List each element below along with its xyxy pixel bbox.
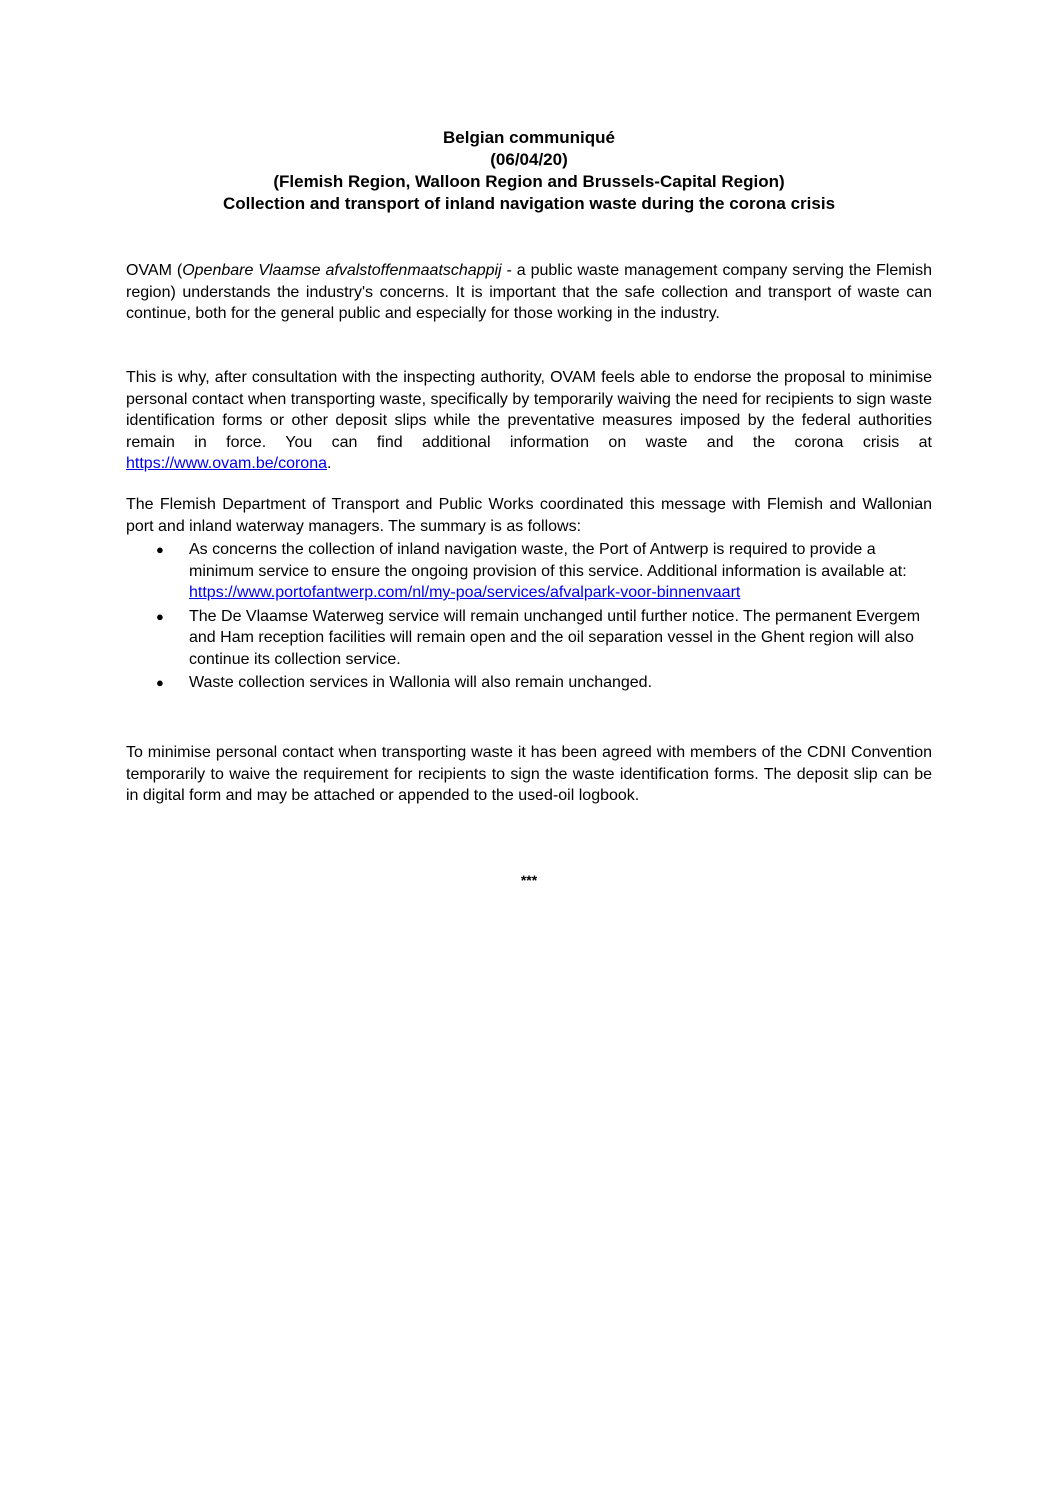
title-line-1: Belgian communiqué [443,128,615,147]
paragraph-endorse-text: This is why, after consultation with the inspecting authority, OVAM feels able to endorse the proposal to minimise personal contact when transporting waste, specifically by temporarily waiving the need for recipients to sign waste identification forms or other deposit slips while the preventative measures imposed by the federal authorities remain in force. You can find additional information on waste and the corona crisis at [126,369,932,451]
section-separator: *** [520,872,538,888]
paragraph-ovam-prefix: OVAM ( [126,262,183,279]
paragraph-endorse-end: . [326,455,332,472]
document-title [0,127,1058,215]
bullet-icon: ● [156,608,164,624]
bullet-text: As concerns the collection of inland navigation waste, the Port of Antwerp is required to provide a minimum service to ensure the ongoing provision of this service. Additional information is available at: [189,541,907,580]
bullet-text: The De Vlaamse Waterweg service will remain unchanged until further notice. The permanent Evergem and Ham reception facilities will remain open and the oil separation vessel in the Ghent region will also continue its collection service. [189,607,921,668]
summary-bullet-list [126,539,932,696]
bullet-icon: ● [156,675,164,690]
title-line-3: (Flemish Region, Walloon Region and Brussels-Capital Region) [273,172,785,191]
title-date: (06/04/20) [490,150,568,169]
list-item [126,606,932,671]
paragraph-cdni: To minimise personal contact when transporting waste it has been agreed with members of the CDNI Convention temporarily to waive the requirement for recipients to sign the waste identification forms. The deposit slip can be in digital form and may be attached or appended to the used-oil logbook. [126,744,932,804]
bullet-icon: ● [156,542,164,557]
ovam-corona-link[interactable]: https://www.ovam.be/corona [126,455,327,472]
paragraph-ovam [126,260,932,325]
list-item [126,672,932,694]
bullet-text: Waste collection services in Wallonia will also remain unchanged. [189,674,653,691]
port-of-antwerp-link[interactable]: https://www.portofantwerp.com/nl/my-poa/services/afvalpark-voor-binnenvaart [189,584,741,601]
paragraph-endorse [126,367,932,475]
paragraph-ovam-italic: Openbare Vlaamse afvalstoffenmaatschappij [182,262,502,279]
title-line-4: Collection and transport of inland navigation waste during the corona crisis [222,194,836,213]
paragraph-summary-intro: The Flemish Department of Transport and Public Works coordinated this message with Flemish and Wallonian port and inland waterway managers. The summary is as follows: [126,496,932,535]
list-item [126,539,932,604]
paragraph-ovam-suffix: - a public waste management company serving the Flemish region) understands the industry's concerns. It is important that the safe collection and transport of waste can continue, both for the general public and especially for those working in the industry. [126,262,932,322]
